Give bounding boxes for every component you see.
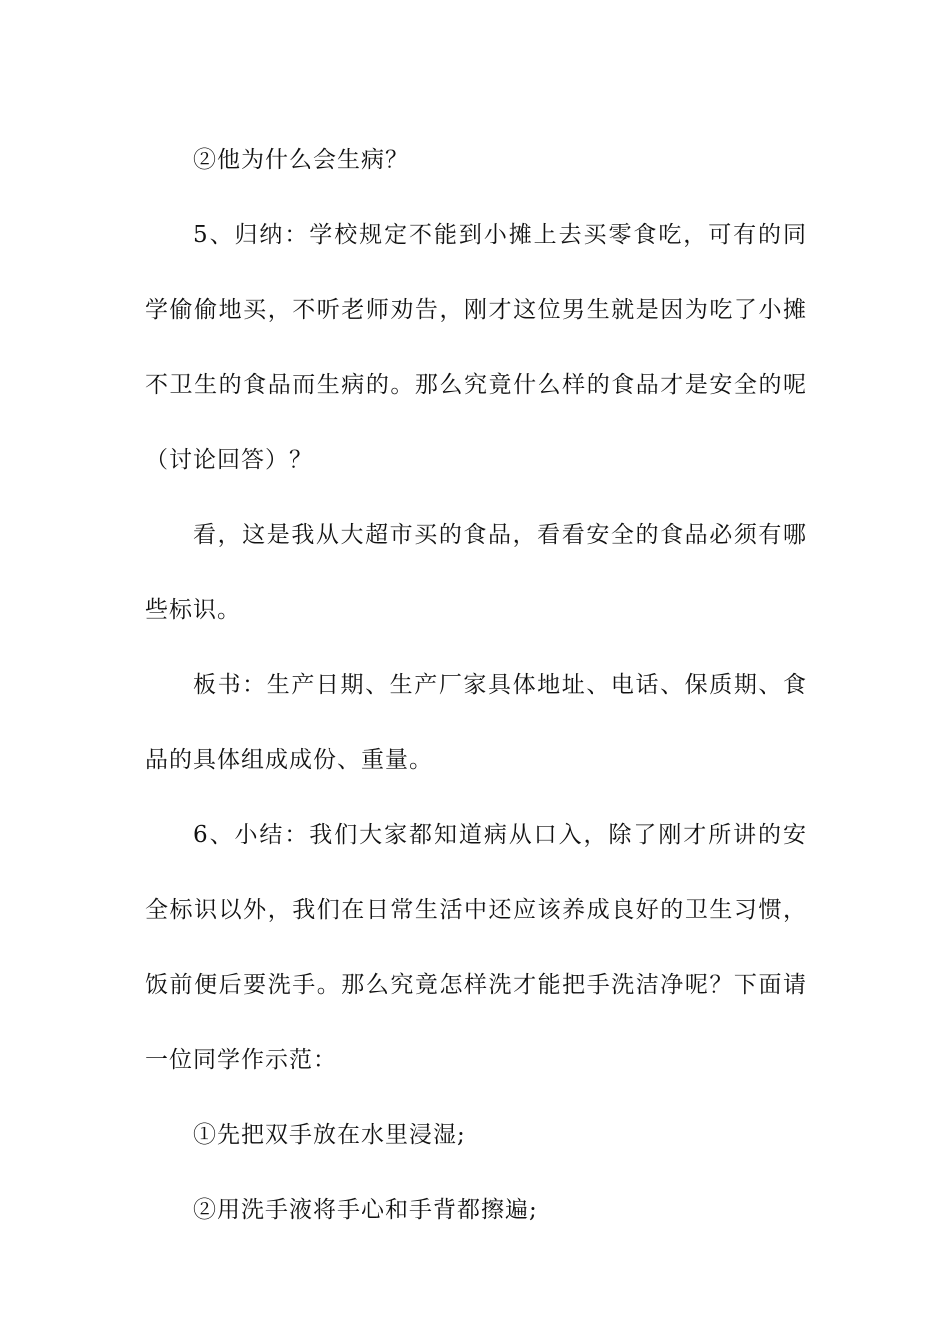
paragraph-summary-6: 6、小结：我们大家都知道病从口入，除了刚才所讲的安全标识以外，我们在日常生活中还应该养成良好的卫生习惯，饭前便后要洗手。那么究竟怎样洗才能把手洗洁净呢？下面请一位同学作示范： — [145, 822, 807, 1073]
paragraph-step-1: ①先把双手放在水里浸湿; — [193, 1122, 466, 1148]
paragraph-question-2: ②他为什么会生病？ — [193, 147, 409, 173]
paragraph-step-2: ②用洗手液将手心和手背都擦遍; — [193, 1197, 538, 1223]
paragraph-summary-5: 5、归纳：学校规定不能到小摊上去买零食吃，可有的同学偷偷地买，不听老师劝告，刚才这位男生就是因为吃了小摊不卫生的食品而生病的。那么究竟什么样的食品才是安全的呢（讨论回答）？ — [145, 222, 807, 473]
document-body — [145, 123, 807, 1248]
paragraph-blackboard-notes: 板书：生产日期、生产厂家具体地址、电话、保质期、食品的具体组成成份、重量。 — [145, 672, 807, 773]
paragraph-supermarket-food: 看，这是我从大超市买的食品，看看安全的食品必须有哪些标识。 — [145, 522, 807, 623]
